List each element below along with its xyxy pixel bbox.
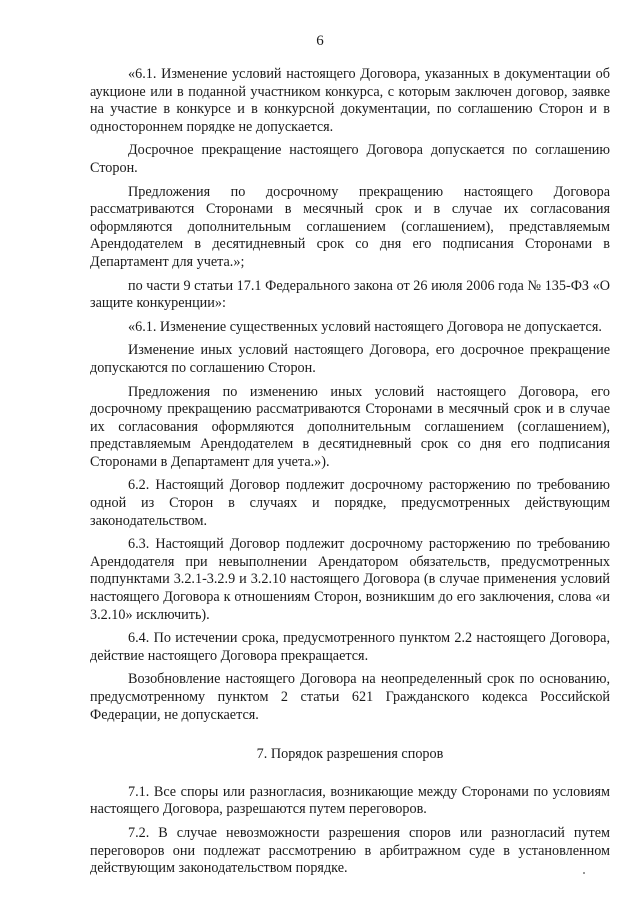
paragraph: 7.1. Все споры или разногласия, возникающие между Сторонами по условиям настоящего Договора, разрешаются путем переговоров.	[90, 783, 610, 818]
scan-speck	[583, 872, 585, 874]
paragraph: Досрочное прекращение настоящего Договора допускается по соглашению Сторон.	[90, 142, 610, 176]
page-number: 6	[316, 33, 324, 49]
paragraph: «6.1. Изменение условий настоящего Договора, указанных в документации об аукционе или в поданной участником конкурса, с которым заключен договор, заявке на участие в конкурсе и в конкурсной документации, по соглашению Сторон и в одностороннем порядке не допускается.	[90, 66, 610, 135]
paragraph: Предложения по досрочному прекращению настоящего Договора рассматриваются Сторонами в месячный срок и в случае их согласования оформляются дополнительным соглашением (соглашением), представляемым Арендодателем в десятидневный срок со дня его подписания Сторонами в Департамент для учета.»;	[90, 183, 610, 270]
paragraph: 6.2. Настоящий Договор подлежит досрочному расторжению по требованию одной из Сторон в случаях и порядке, предусмотренных действующим законодательством.	[90, 477, 610, 529]
paragraph: 6.4. По истечении срока, предусмотренного пунктом 2.2 настоящего Договора, действие настоящего Договора прекращается.	[90, 630, 610, 664]
paragraph: 6.3. Настоящий Договор подлежит досрочному расторжению по требованию Арендодателя при невыполнении Арендатором обязательств, предусмотренных подпунктами 3.2.1-3.2.9 и 3.2.10 настоящего Договора (в случае применения условий настоящего Договора к отношениям Сторон, возникшим до его заключения, слова «и 3.2.10» исключить).	[90, 536, 610, 623]
document-body	[90, 66, 610, 878]
paragraph: 7.2. В случае невозможности разрешения споров или разногласий путем переговоров они подлежат рассмотрению в арбитражном суде в установленном действующим законодательством порядке.	[90, 824, 610, 877]
paragraph: Изменение иных условий настоящего Договора, его досрочное прекращение допускаются по соглашению Сторон.	[90, 342, 610, 376]
paragraph: «6.1. Изменение существенных условий настоящего Договора не допускается.	[128, 318, 602, 335]
paragraph: Предложения по изменению иных условий настоящего Договора, его досрочному прекращению рассматриваются Сторонами в месячный срок и в случае их согласования оформляются дополнительным соглашением (соглашением), представляемым Арендодателем в десятидневный срок со дня его подписания Сторонами в Департамент для учета.»).	[90, 383, 610, 470]
paragraph: по части 9 статьи 17.1 Федерального закона от 26 июля 2006 года № 135-ФЗ «О защите конкуренции»:	[90, 277, 610, 312]
section-heading: 7. Порядок разрешения споров	[256, 746, 444, 763]
paragraph: Возобновление настоящего Договора на неопределенный срок по основанию, предусмотренному пунктом 2 статьи 621 Гражданского кодекса Российской Федерации, не допускается.	[90, 671, 610, 723]
